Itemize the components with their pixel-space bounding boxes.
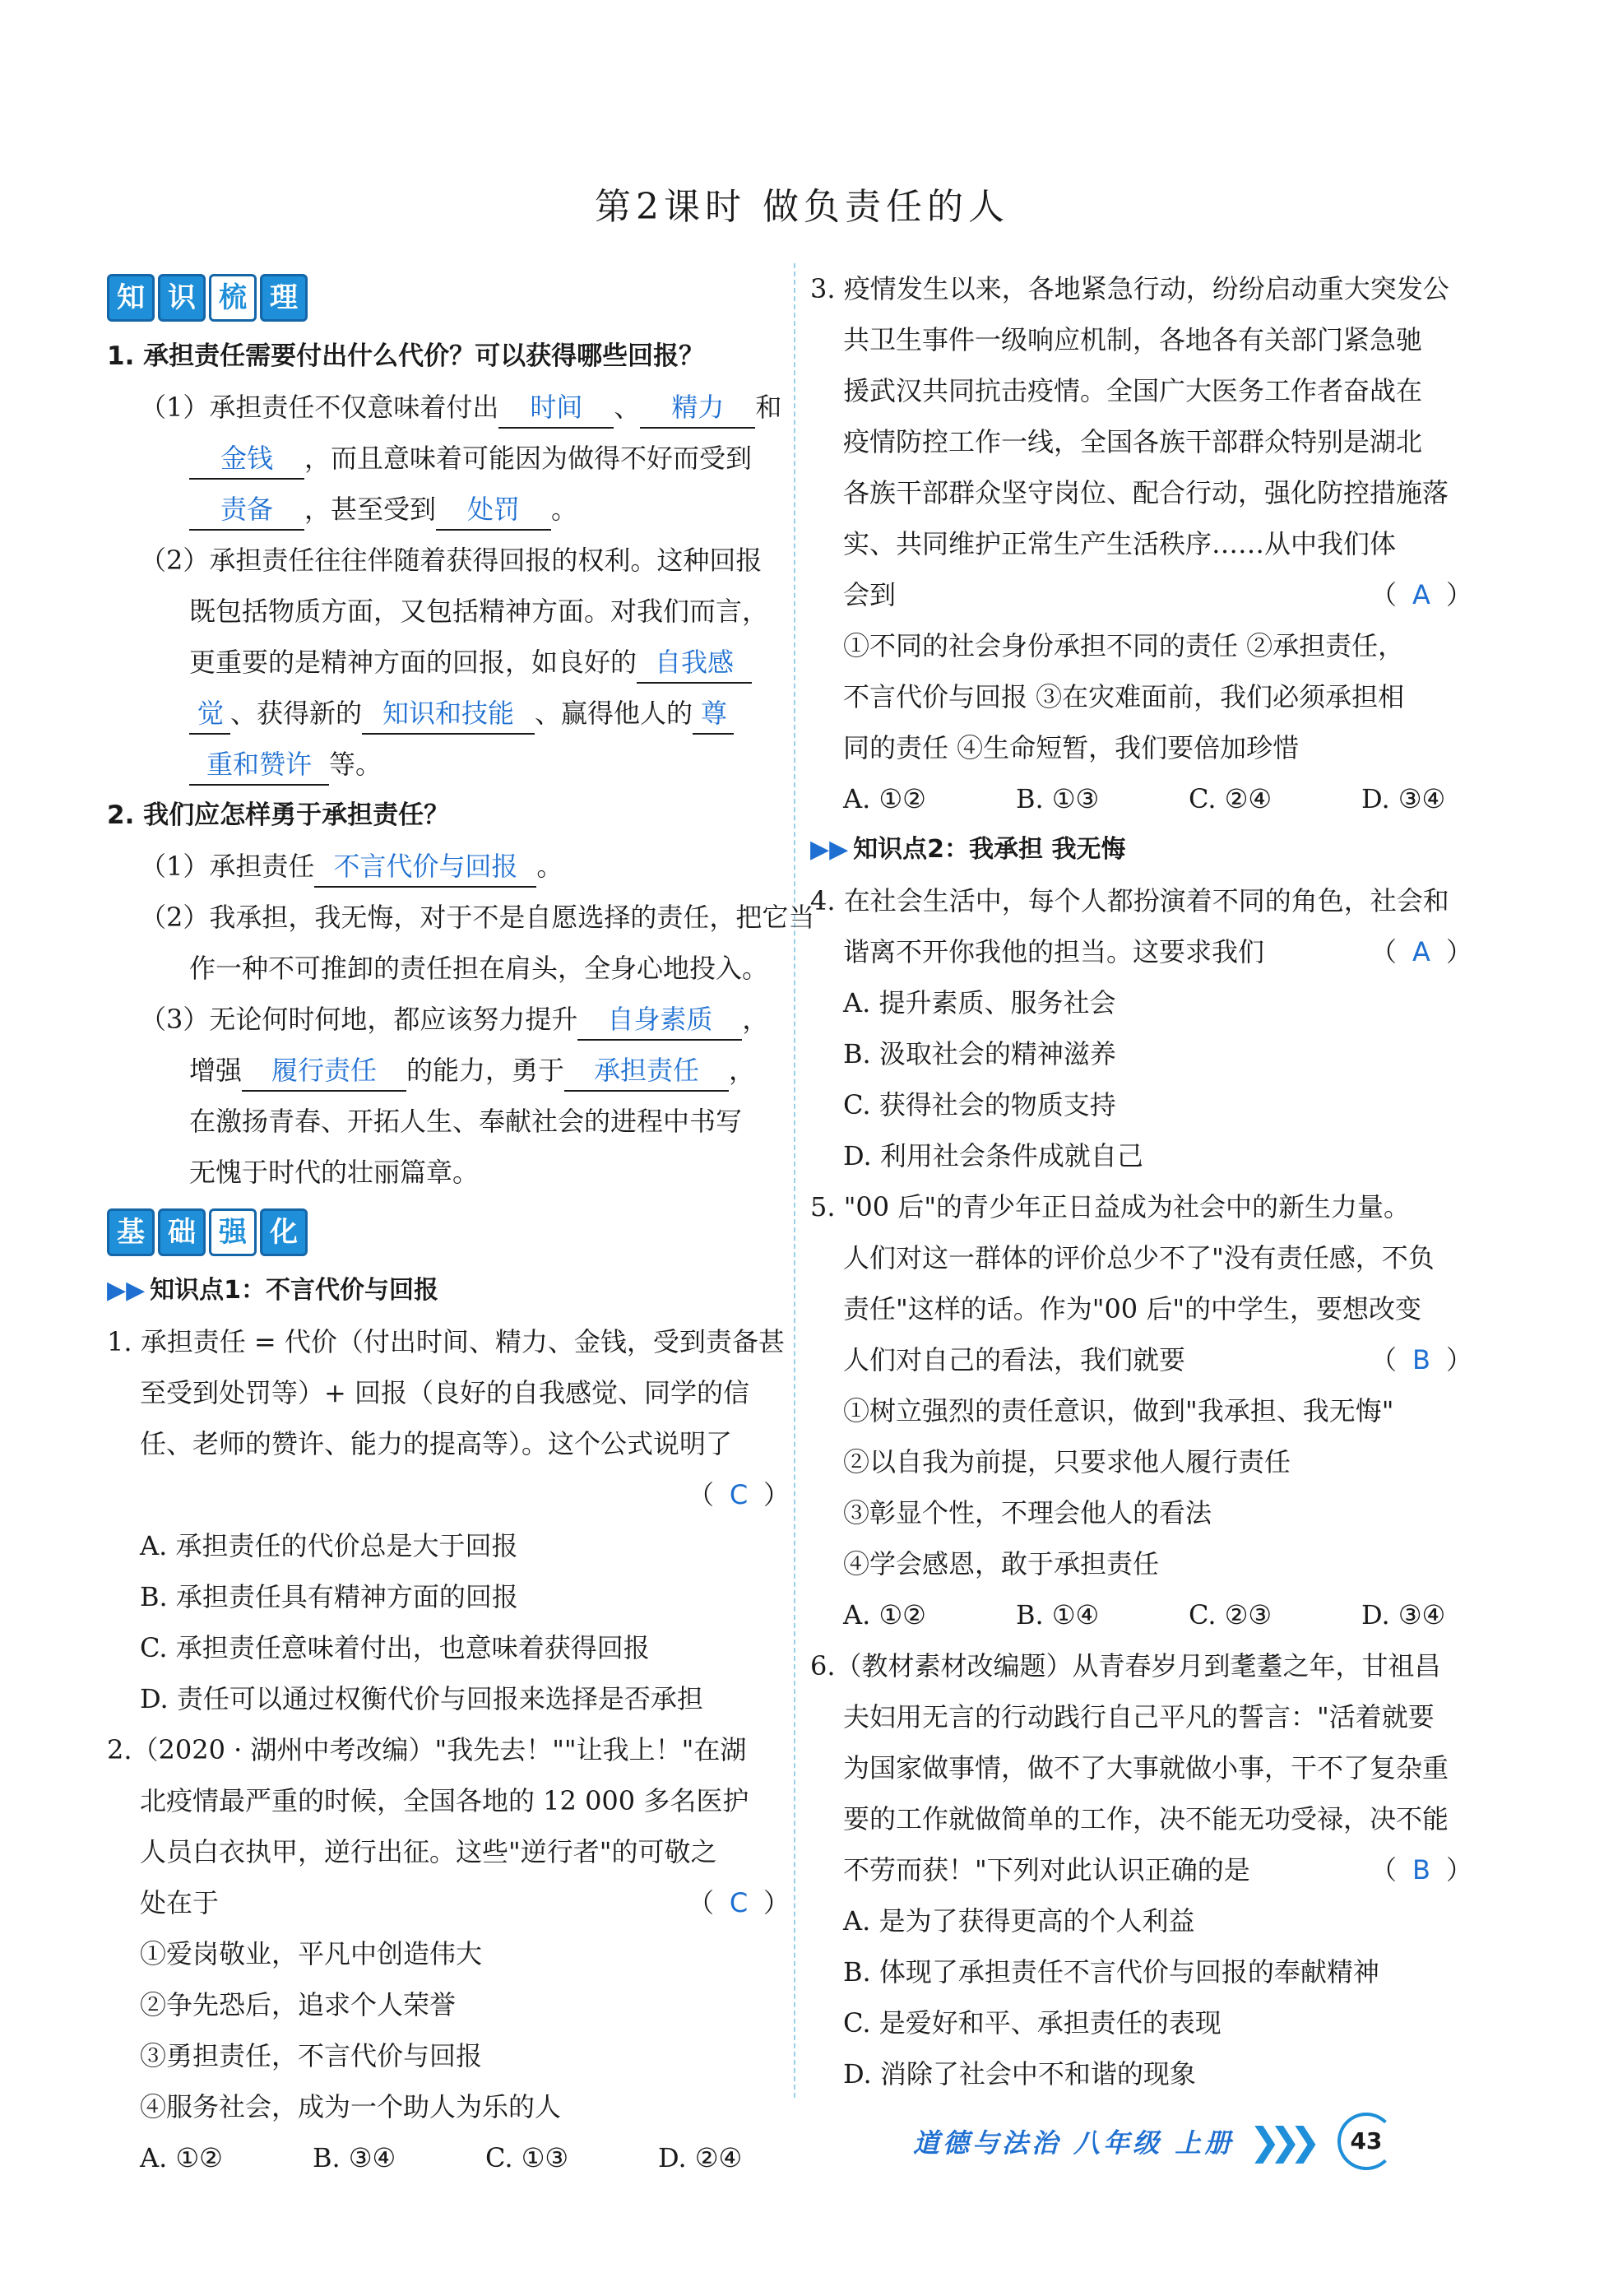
text: ， xyxy=(729,1055,756,1086)
options-row xyxy=(810,1589,1472,1640)
text: 知识点2：我承担 我无悔 xyxy=(853,835,1126,864)
options-row xyxy=(107,2132,790,2183)
exercise-3-line-2: 共卫生事件一级响应机制，各地各有关部门紧急驰 xyxy=(843,324,1423,355)
answer-blank: 责备 xyxy=(189,489,304,531)
exercise-2-line-4 xyxy=(107,1877,790,1928)
text: ，而且意味着可能因为做得不好而受到 xyxy=(304,443,753,474)
section-badge-char: 化 xyxy=(260,1208,308,1256)
text: 人们对自己的看法，我们就要 xyxy=(843,1344,1186,1375)
answer-blank: 金钱 xyxy=(189,438,304,480)
text: ，甚至受到 xyxy=(304,494,437,525)
text: 谐离不开你我他的担当。这要求我们 xyxy=(843,936,1265,967)
option-a: A. ①② xyxy=(843,1599,926,1630)
choice-answer xyxy=(1370,1334,1472,1385)
statement-4: ④学会感恩，敢于承担责任 xyxy=(843,1548,1160,1579)
text: ） xyxy=(1445,1344,1472,1375)
exercise-5-line-1: 5. "00 后"的青少年正日益成为社会中的新生力量。 xyxy=(810,1191,1411,1222)
statement-2: ②争先恐后，追求个人荣誉 xyxy=(140,1989,457,2020)
text: （ xyxy=(1370,1344,1397,1375)
text: （ xyxy=(1370,936,1397,967)
option-d: D. 利用社会条件成就自己 xyxy=(843,1140,1143,1171)
text: （ xyxy=(1370,579,1397,610)
answer-blank: 重和赞许 xyxy=(189,744,329,786)
text: （3）无论何时何地，都应该努力提升 xyxy=(140,1004,578,1035)
statements-line-3: 同的责任 ④生命短暂，我们要倍加珍惜 xyxy=(843,732,1300,763)
answer-blank: 处罚 xyxy=(436,489,551,531)
chevron-right-icon: ❯❯❯ xyxy=(1249,2119,1310,2164)
exercise-2-line-2: 北疫情最严重的时候，全国各地的 12 000 多名医护 xyxy=(140,1785,749,1816)
page-title: 第2课时 做负责任的人 xyxy=(595,186,1009,228)
answer: B xyxy=(1412,1854,1430,1886)
q1-1-line-1 xyxy=(107,382,790,433)
text: 、 xyxy=(614,392,641,423)
text: 处在于 xyxy=(140,1887,220,1918)
answer: A xyxy=(1412,936,1430,967)
text: 、赢得他人的 xyxy=(535,698,693,729)
statements-line-1: ①不同的社会身份承担不同的责任 ②承担责任， xyxy=(843,630,1405,661)
option-c: C. 是爱好和平、承担责任的表现 xyxy=(843,2007,1222,2039)
text: 。 xyxy=(551,494,578,525)
choice-answer xyxy=(1370,1844,1472,1895)
q1-2-line-3 xyxy=(107,637,790,688)
text: （1）承担责任 xyxy=(140,851,315,882)
text: 不劳而获！"下列对此认识正确的是 xyxy=(843,1854,1250,1886)
answer-blank: 觉 xyxy=(189,693,230,735)
section-badge-char: 强 xyxy=(209,1208,257,1256)
section-basic-header xyxy=(107,1203,790,1262)
answer-blank: 知识和技能 xyxy=(362,693,535,735)
choice-answer xyxy=(1370,569,1472,620)
section-badge-char: 础 xyxy=(158,1208,206,1256)
options-row xyxy=(810,773,1472,824)
question-2-heading: 2. 我们应怎样勇于承担责任？ xyxy=(107,800,450,830)
exercise-2-line-3: 人员白衣执甲，逆行出征。这些"逆行者"的可敬之 xyxy=(140,1836,717,1867)
q1-2-line-4 xyxy=(107,688,790,739)
double-arrow-icon: ▶▶ xyxy=(107,1276,146,1305)
statement-2: ②以自我为前提，只要求他人履行责任 xyxy=(843,1446,1291,1477)
statement-1: ①爱岗敬业，平凡中创造伟大 xyxy=(140,1938,483,1969)
text: （ xyxy=(1370,1854,1397,1886)
option-b: B. ①③ xyxy=(1016,783,1100,814)
option-d: D. ③④ xyxy=(1361,783,1446,814)
exercise-1-line-3: 任、老师的赞许、能力的提高等）。这个公式说明了 xyxy=(140,1428,733,1459)
q2-3-line-2 xyxy=(107,1045,790,1096)
answer: A xyxy=(1412,579,1430,610)
answer: C xyxy=(729,1479,749,1510)
choice-answer xyxy=(688,1469,790,1520)
exercise-6-line-2: 夫妇用无言的行动践行自己平凡的誓言："活着就要 xyxy=(843,1701,1435,1732)
section-badge-char: 梳 xyxy=(209,274,257,322)
knowledge-point-2 xyxy=(810,824,1472,875)
text: 知识点1：不言代价与回报 xyxy=(150,1276,439,1305)
answer-blank: 承担责任 xyxy=(564,1051,729,1092)
option-b: B. ③④ xyxy=(313,2142,396,2173)
statement-1: ①树立强烈的责任意识，做到"我承担、我无悔" xyxy=(843,1395,1394,1426)
option-d: D. 消除了社会中不和谐的现象 xyxy=(843,2058,1196,2090)
text: 更重要的是精神方面的回报，如良好的 xyxy=(189,647,637,678)
text: ） xyxy=(1445,579,1472,610)
answer: B xyxy=(1412,1344,1430,1375)
section-badge-char: 基 xyxy=(107,1208,155,1256)
exercise-5-line-4 xyxy=(810,1334,1472,1385)
q2-3-line-1 xyxy=(107,994,790,1045)
answer-blank: 不言代价与回报 xyxy=(314,847,536,888)
text: ） xyxy=(763,1887,790,1918)
option-a: A. ①② xyxy=(140,2142,223,2173)
section-badge-char: 识 xyxy=(158,274,206,322)
exercise-5-line-2: 人们对这一群体的评价总少不了"没有责任感，不负 xyxy=(843,1242,1435,1273)
option-d: D. ②④ xyxy=(658,2142,743,2173)
text: 和 xyxy=(755,392,782,423)
text: （ xyxy=(687,1887,714,1918)
statements-line-2: 不言代价与回报 ③在灾难面前，我们必须承担相 xyxy=(843,681,1405,712)
q2-3-line-4: 无愧于时代的壮丽篇章。 xyxy=(189,1157,480,1188)
statement-3: ③彰显个性，不理会他人的看法 xyxy=(843,1497,1212,1528)
answer-blank: 尊 xyxy=(693,693,734,735)
text: ） xyxy=(1445,1854,1472,1886)
option-d: D. 责任可以通过权衡代价与回报来选择是否承担 xyxy=(140,1683,703,1714)
exercise-5-line-3: 责任"这样的话。作为"00 后"的中学生，要想改变 xyxy=(843,1293,1422,1324)
exercise-6-line-1: 6.（教材素材改编题）从青春岁月到耄耋之年，甘祖昌 xyxy=(810,1650,1441,1681)
option-c: C. 获得社会的物质支持 xyxy=(843,1089,1116,1120)
exercise-3-line-3: 援武汉共同抗击疫情。全国广大医务工作者奋战在 xyxy=(843,375,1423,406)
text: ） xyxy=(763,1479,790,1510)
q2-2-line-2: 作一种不可推卸的责任担在肩头，全身心地投入。 xyxy=(189,953,769,984)
option-c: C. ②④ xyxy=(1189,783,1273,814)
exercise-1-line-1: 1. 承担责任 = 代价（付出时间、精力、金钱，受到责备甚 xyxy=(107,1326,785,1357)
q1-2-line-1: （2）承担责任往往伴随着获得回报的权利。这种回报 xyxy=(140,545,763,576)
answer-blank: 时间 xyxy=(498,387,614,429)
answer: C xyxy=(729,1887,749,1918)
double-arrow-icon: ▶▶ xyxy=(810,835,849,864)
exercise-6-line-3: 为国家做事情，做不了大事就做小事，干不了复杂重 xyxy=(843,1752,1449,1783)
exercise-6-line-5 xyxy=(810,1844,1472,1895)
text: 。 xyxy=(536,851,563,882)
exercise-2-line-1: 2.（2020 · 湖州中考改编）"我先去！""让我上！"在湖 xyxy=(107,1734,747,1765)
knowledge-point-1 xyxy=(107,1265,790,1316)
option-c: C. 承担责任意味着付出，也意味着获得回报 xyxy=(140,1632,650,1663)
section-knowledge-header xyxy=(107,268,790,327)
q1-2-line-5 xyxy=(107,739,790,790)
option-a: A. 承担责任的代价总是大于回报 xyxy=(140,1530,518,1561)
section-badge-char: 知 xyxy=(107,274,155,322)
right-column xyxy=(810,263,1472,2099)
answer-blank: 精力 xyxy=(640,387,755,429)
option-a: A. 是为了获得更高的个人利益 xyxy=(843,1905,1195,1937)
option-b: B. 汲取社会的精神滋养 xyxy=(843,1038,1116,1069)
q1-1-line-2 xyxy=(107,433,790,484)
book-title: 道德与法治 八年级 上册 xyxy=(913,2127,1235,2159)
text: 、获得新的 xyxy=(230,698,363,729)
option-c: C. ②③ xyxy=(1189,1599,1273,1630)
option-d: D. ③④ xyxy=(1361,1599,1446,1630)
text: ） xyxy=(1445,936,1472,967)
text: ， xyxy=(742,1004,769,1035)
text: （1）承担责任不仅意味着付出 xyxy=(140,392,499,423)
q2-1-line xyxy=(107,841,790,892)
page-number: 43 xyxy=(1337,2113,1395,2170)
answer-blank: 履行责任 xyxy=(242,1051,406,1092)
option-a: A. ①② xyxy=(843,783,926,814)
left-column xyxy=(107,263,815,2183)
choice-answer xyxy=(688,1877,790,1928)
text: 的能力，勇于 xyxy=(406,1055,565,1086)
text: 增强 xyxy=(189,1055,243,1086)
exercise-3-line-7 xyxy=(810,569,1472,620)
q2-3-line-3: 在激扬青春、开拓人生、奉献社会的进程中书写 xyxy=(189,1106,743,1137)
choice-answer xyxy=(1370,926,1472,977)
option-b: B. 承担责任具有精神方面的回报 xyxy=(140,1581,518,1612)
exercise-6-line-4: 要的工作就做简单的工作，决不能无功受禄，决不能 xyxy=(843,1803,1449,1834)
text: 等。 xyxy=(329,749,382,780)
exercise-4-line-1: 4. 在社会生活中，每个人都扮演着不同的角色，社会和 xyxy=(810,885,1449,916)
q2-2-line-1: （2）我承担，我无悔，对于不是自愿选择的责任，把它当 xyxy=(140,902,815,933)
statement-3: ③勇担责任，不言代价与回报 xyxy=(140,2040,483,2071)
text: （ xyxy=(687,1479,714,1510)
exercise-3-line-5: 各族干部群众坚守岗位、配合行动，强化防控措施落 xyxy=(843,477,1449,508)
section-badge-char: 理 xyxy=(260,274,308,322)
q1-2-line-2: 既包括物质方面，又包括精神方面。对我们而言， xyxy=(189,596,769,627)
answer-blank: 自我感 xyxy=(637,642,752,684)
option-a: A. 提升素质、服务社会 xyxy=(843,987,1116,1018)
option-b: B. 体现了承担责任不言代价与回报的奉献精神 xyxy=(843,1956,1379,1988)
option-b: B. ①④ xyxy=(1016,1599,1100,1630)
exercise-1-line-2: 至受到处罚等）+ 回报（良好的自我感觉、同学的信 xyxy=(140,1377,749,1408)
exercise-3-line-6: 实、共同维护正常生产生活秩序……从中我们体 xyxy=(843,528,1397,559)
text: 会到 xyxy=(843,579,897,610)
exercise-3-line-4: 疫情防控工作一线，全国各族干部群众特别是湖北 xyxy=(843,426,1423,457)
exercise-1-answer-line xyxy=(107,1469,790,1520)
statement-4: ④服务社会，成为一个助人为乐的人 xyxy=(140,2091,562,2122)
answer-blank: 自身素质 xyxy=(577,1000,742,1041)
exercise-3-line-1: 3. 疫情发生以来，各地紧急行动，纷纷启动重大突发公 xyxy=(810,273,1449,304)
column-divider xyxy=(794,263,795,2098)
question-1-heading: 1. 承担责任需要付出什么代价？可以获得哪些回报？ xyxy=(107,341,705,371)
page-footer xyxy=(913,2113,1489,2170)
exercise-4-line-2 xyxy=(810,926,1472,977)
option-c: C. ①③ xyxy=(485,2142,569,2173)
q1-1-line-3 xyxy=(107,484,790,535)
